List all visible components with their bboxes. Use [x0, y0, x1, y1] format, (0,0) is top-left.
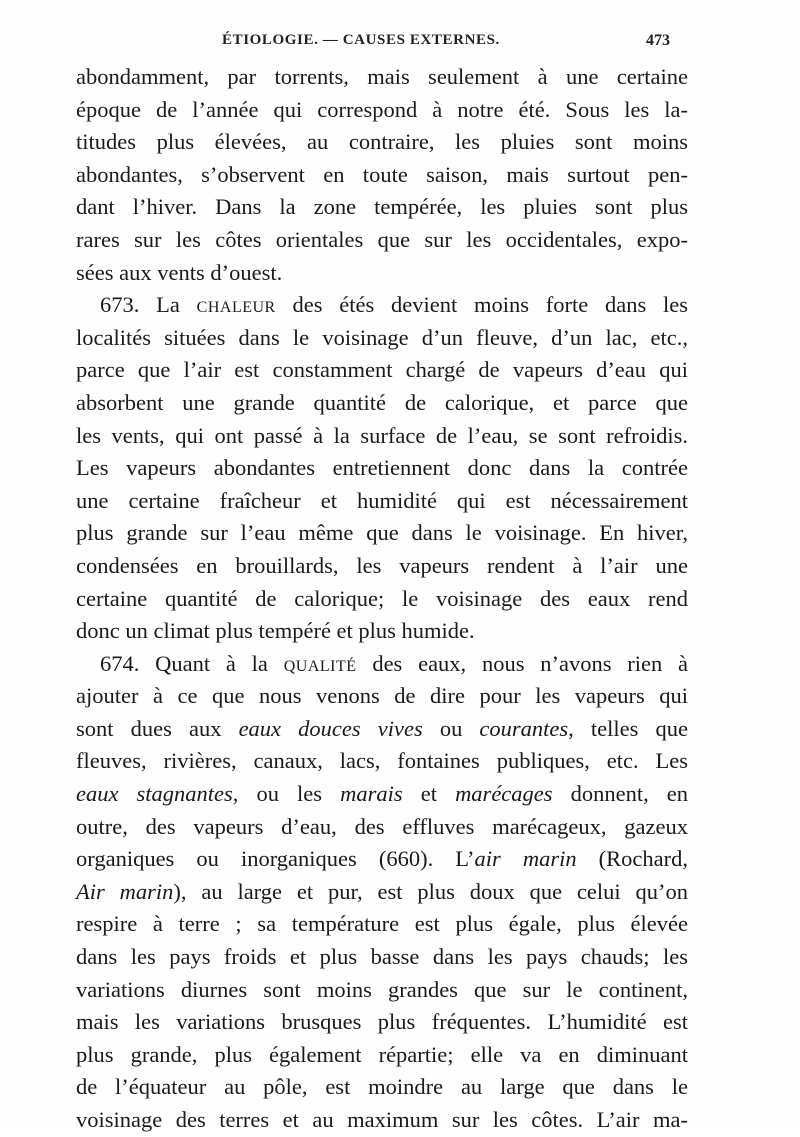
- text-line: Les vapeurs abondantes entretiennent donc dans la contrée: [76, 455, 688, 481]
- text-line: [76, 713, 688, 746]
- page-number: 473: [646, 32, 670, 49]
- page-header: [0, 30, 800, 56]
- text-line: dans les pays froids et plus basse dans les pays chauds; les: [76, 944, 688, 970]
- body-text: [76, 61, 688, 1137]
- text-line: sées aux vents d’ouest.: [76, 259, 283, 285]
- text-line: plus grande, plus également répartie; elle va en diminuant: [76, 1041, 688, 1067]
- text-line: dant l’hiver. Dans la zone tempérée, les pluies sont plus: [76, 194, 688, 220]
- paragraph-number-673: 673.: [100, 292, 140, 318]
- italic-term: eaux douces vives: [238, 715, 423, 741]
- text-line: abondantes, s’observent en toute saison, mais surtout pen-: [76, 161, 688, 187]
- text-line: absorbent une grande quantité de calorique, et parce que: [76, 389, 688, 415]
- italic-term: marais: [340, 781, 403, 807]
- text-run: , telles que: [568, 715, 688, 741]
- text-run: et: [420, 781, 437, 807]
- text-run: sont dues aux: [76, 715, 222, 741]
- text-run: La: [156, 292, 180, 318]
- text-line: [76, 876, 688, 909]
- italic-term: marécages: [455, 781, 553, 807]
- paragraph-673-first-line: [76, 289, 688, 322]
- text-run: des étés devient moins forte dans les: [292, 292, 689, 318]
- text-line: une certaine fraîcheur et humidité qui est nécessairement: [76, 487, 688, 513]
- text-run: , ou les: [232, 781, 323, 807]
- text-line: [76, 778, 688, 811]
- text-run: ), au large et pur, est plus doux que celui qu’on: [173, 878, 689, 904]
- keyword-chaleur: chaleur: [196, 292, 276, 318]
- text-line: [76, 843, 688, 876]
- text-run: Quant à la: [155, 650, 268, 676]
- text-line: variations diurnes sont moins grandes que sur le continent,: [76, 976, 688, 1002]
- text-line: parce que l’air est constamment chargé de vapeurs d’eau qui: [76, 357, 688, 383]
- italic-term: Air marin: [76, 878, 174, 904]
- text-line: ajouter à ce que nous venons de dire pour les vapeurs qui: [76, 683, 688, 709]
- italic-term: eaux stagnantes: [76, 781, 233, 807]
- text-line: respire à terre ; sa température est plus égale, plus élevée: [76, 911, 688, 937]
- keyword-qualite: qualité: [283, 650, 357, 676]
- text-line: époque de l’année qui correspond à notre été. Sous les la-: [76, 96, 688, 122]
- paragraph-number-674: 674.: [100, 650, 140, 676]
- text-line: condensées en brouillards, les vapeurs rendent à l’air une: [76, 552, 688, 578]
- text-line: rares sur les côtes orientales que sur les occidentales, expo-: [76, 226, 688, 252]
- italic-term: air marin: [474, 846, 577, 872]
- text-line: mais les variations brusques plus fréquentes. L’humidité est: [76, 1009, 688, 1035]
- paragraph-674-first-line: [76, 648, 688, 681]
- text-run: (Rochard,: [598, 846, 688, 872]
- text-run: organiques ou inorganiques (660). L’: [76, 846, 475, 872]
- text-line: voisinage des terres et au maximum sur les côtes. L’air ma-: [76, 1107, 688, 1132]
- text-line: localités situées dans le voisinage d’un fleuve, d’un lac, etc.,: [76, 324, 688, 350]
- text-run: ou: [439, 715, 463, 741]
- text-line: plus grande sur l’eau même que dans le voisinage. En hiver,: [76, 520, 688, 546]
- text-line: titudes plus élevées, au contraire, les pluies sont moins: [76, 129, 688, 155]
- text-line: donc un climat plus tempéré et plus humide.: [76, 618, 475, 644]
- text-line: abondamment, par torrents, mais seulement à une certaine: [76, 64, 688, 89]
- text-run: donnent, en: [570, 781, 689, 807]
- running-head: ÉTIOLOGIE. — CAUSES EXTERNES.: [222, 32, 500, 48]
- text-line: les vents, qui ont passé à la surface de l’eau, se sont refroidis.: [76, 422, 688, 448]
- italic-term: courantes: [479, 715, 569, 741]
- text-line: certaine quantité de calorique; le voisinage des eaux rend: [76, 585, 688, 611]
- text-line: de l’équateur au pôle, est moindre au large que dans le: [76, 1074, 688, 1100]
- text-line: outre, des vapeurs d’eau, des effluves marécageux, gazeux: [76, 813, 688, 839]
- text-line: fleuves, rivières, canaux, lacs, fontaines publiques, etc. Les: [76, 748, 688, 774]
- text-run: des eaux, nous n’avons rien à: [372, 650, 689, 676]
